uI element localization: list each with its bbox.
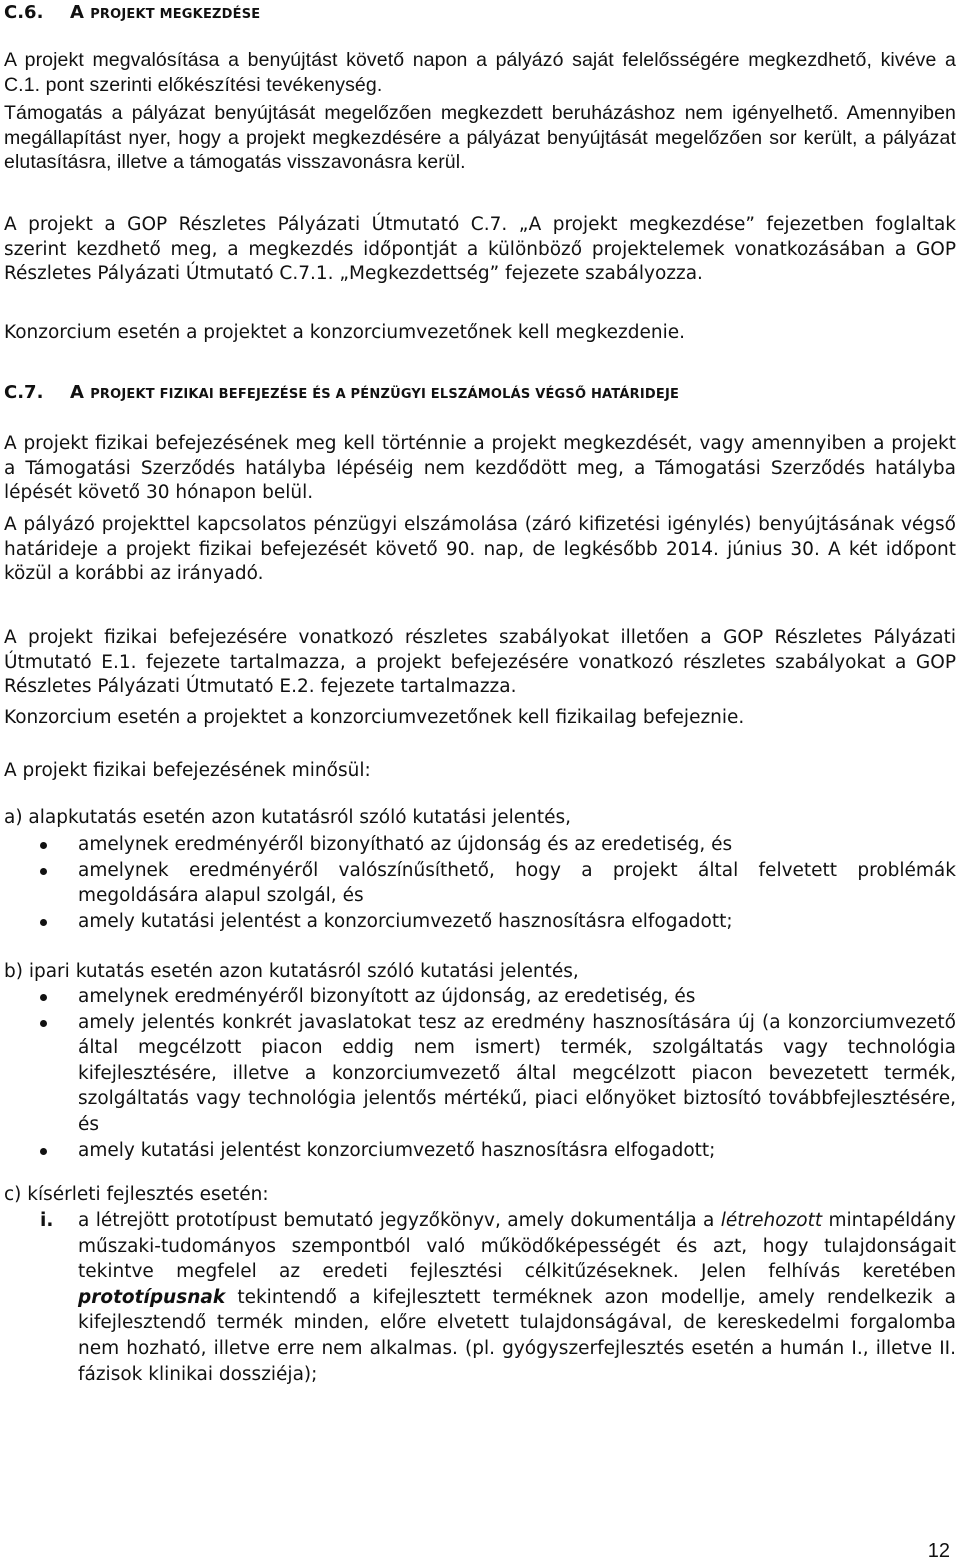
list-item-text: amelynek eredményéről bizonyított az újdonság, az eredetiség, és (78, 986, 696, 1007)
list-item (0, 1208, 956, 1387)
list-item-text: amely kutatási jelentést a konzorciumvezető hasznosításra elfogadott; (78, 910, 733, 932)
c7-paragraph-settlement: A pályázó projekttel kapcsolatos pénzügyi elszámolása (záró kifizetési igénylés) benyújtásának végső határideje a projekt fizikai befejezését követő 90. nap, de legkésőbb 2014. június 30. A két időpont közül a korábbi az irányadó. (4, 514, 956, 585)
list-item-text-part2: mintapéldány műszaki-tudományos szempontból való működőképességét és azt, hogy tulajdonságait tekintve megfelel az eredeti fejlesztési célkitűzéseknek. Jelen felhívás keretében (78, 1210, 956, 1283)
page-number: 12 (927, 1540, 950, 1562)
list-item-bold-italic-text: prototípusnak (78, 1286, 226, 1308)
list-b (0, 984, 960, 1163)
list-item (0, 832, 956, 858)
c6-paragraph-support: Támogatás a pályázat benyújtását megelőzően megkezdett beruházáshoz nem igényelhető. Amennyiben megállapítást nyer, hogy a projekt megkezdésére a pályázat benyújtását megelőzően sor került, a pályázat elutasításra, illetve a támogatás visszavonásra kerül. (4, 102, 956, 174)
list-item (0, 1138, 956, 1164)
section-c7-title-rest: PROJEKT FIZIKAI BEFEJEZÉSE ÉS A PÉNZÜGYI ELSZÁMOLÁS VÉGSŐ HATÁRIDEJE (90, 387, 680, 402)
c7-paragraph-qualifies: A projekt fizikai befejezésének minősül: (4, 760, 371, 781)
list-b-heading: b) ipari kutatás esetén azon kutatásról szóló kutatási jelentés, (4, 961, 579, 982)
list-item-text-part1: a létrejött prototípust bemutató jegyzőkönyv, amely dokumentálja a (78, 1210, 715, 1231)
list-item-text: amely kutatási jelentést konzorciumvezető hasznosításra elfogadott; (78, 1139, 716, 1161)
c7-paragraph-completion: A projekt fizikai befejezésének meg kell történnie a projekt megkezdését, vagy amennyiben a projekt a Támogatási Szerződés hatályba lépéséig nem kezdődött meg, a Támogatási Szerződés hatályba lépését követő 30 hónapon belül. (4, 433, 956, 504)
section-c7-heading (4, 382, 679, 403)
c6-paragraph-gop: A projekt a GOP Részletes Pályázati Útmutató C.7. „A projekt megkezdése” fejezetben foglaltak szerint kezdhető meg, a megkezdés időpontját a különböző projektelemek vonatkozásában a GOP Részletes Pályázati Útmutató C.7.1. „Megkezdettség” fejezete szabályozza. (4, 214, 956, 285)
section-c7-title-first: A (69, 382, 84, 403)
list-item (0, 858, 956, 909)
roman-numeral-marker: i. (40, 1210, 54, 1231)
bullet-icon (40, 994, 47, 1001)
list-item-text: amely jelentés konkrét javaslatokat tesz az eredmény hasznosítására új (a konzorciumvezető által megcélzott piacon eddig nem ismert) termék, szolgáltatás vagy technológia kifejlesztésére, illetve a konzorciumvezető által megcélzott piacon bevezetett termék, szolgáltatás vagy technológia jelentős mértékű, piaci előnyöket biztosító továbbfejlesztésére, és (78, 1011, 956, 1135)
section-c6-title-first: A (69, 2, 84, 23)
list-a-heading: a) alapkutatás esetén azon kutatásról szóló kutatási jelentés, (4, 807, 572, 828)
c7-paragraph-consortium: Konzorcium esetén a projektet a konzorciumvezetőnek kell fizikailag befejeznie. (4, 707, 745, 728)
section-c6-title-rest: PROJEKT MEGKEZDÉSE (90, 7, 261, 22)
bullet-icon (40, 842, 47, 849)
list-item-text: amelynek eredményéről bizonyítható az újdonság és az eredetiség, és (78, 834, 733, 855)
list-item-text: amelynek eredményéről valószínűsíthető, hogy a projekt által felvetett problémák megoldására alapul szolgál, és (78, 859, 956, 907)
bullet-icon (40, 1020, 47, 1027)
list-item (0, 1010, 956, 1138)
c6-paragraph-consortium: Konzorcium esetén a projektet a konzorciumvezetőnek kell megkezdenie. (4, 322, 685, 343)
list-c (0, 1208, 960, 1387)
list-c-heading: c) kísérleti fejlesztés esetén: (4, 1184, 269, 1205)
c6-paragraph-start: A projekt megvalósítása a benyújtást követő napon a pályázó saját felelősségére megkezdhető, kivéve a C.1. pont szerinti előkészítési tevékenység. (4, 49, 956, 96)
list-a (0, 832, 960, 934)
section-c6-heading (4, 2, 260, 23)
bullet-icon (40, 919, 47, 926)
c7-paragraph-rules: A projekt fizikai befejezésére vonatkozó részletes szabályokat illetően a GOP Részletes Pályázati Útmutató E.1. fejezete tartalmazza, a projekt befejezésére vonatkozó részletes szabályokat a GOP Részletes Pályázati Útmutató E.2. fejezete tartalmazza. (4, 627, 956, 698)
list-item-italic-text: létrehozott (720, 1210, 823, 1231)
list-item-text-part3: tekintendő a kifejlesztett terméknek azon modellje, amely rendelkezik a kifejlesztendő termék minden, előre elvetett tulajdonságával, de kereskedelmi forgalomba nem hozható, illetve erre nem alkalmas. (pl. gyógyszerfejlesztés esetén a humán I., illetve II. fázisok klinikai dossziéja); (78, 1286, 956, 1385)
bullet-icon (40, 1148, 47, 1155)
section-c6-number: C.6. (4, 2, 44, 23)
section-c7-number: C.7. (4, 382, 44, 403)
list-item (0, 984, 956, 1010)
list-item (0, 909, 956, 935)
bullet-icon (40, 868, 47, 875)
